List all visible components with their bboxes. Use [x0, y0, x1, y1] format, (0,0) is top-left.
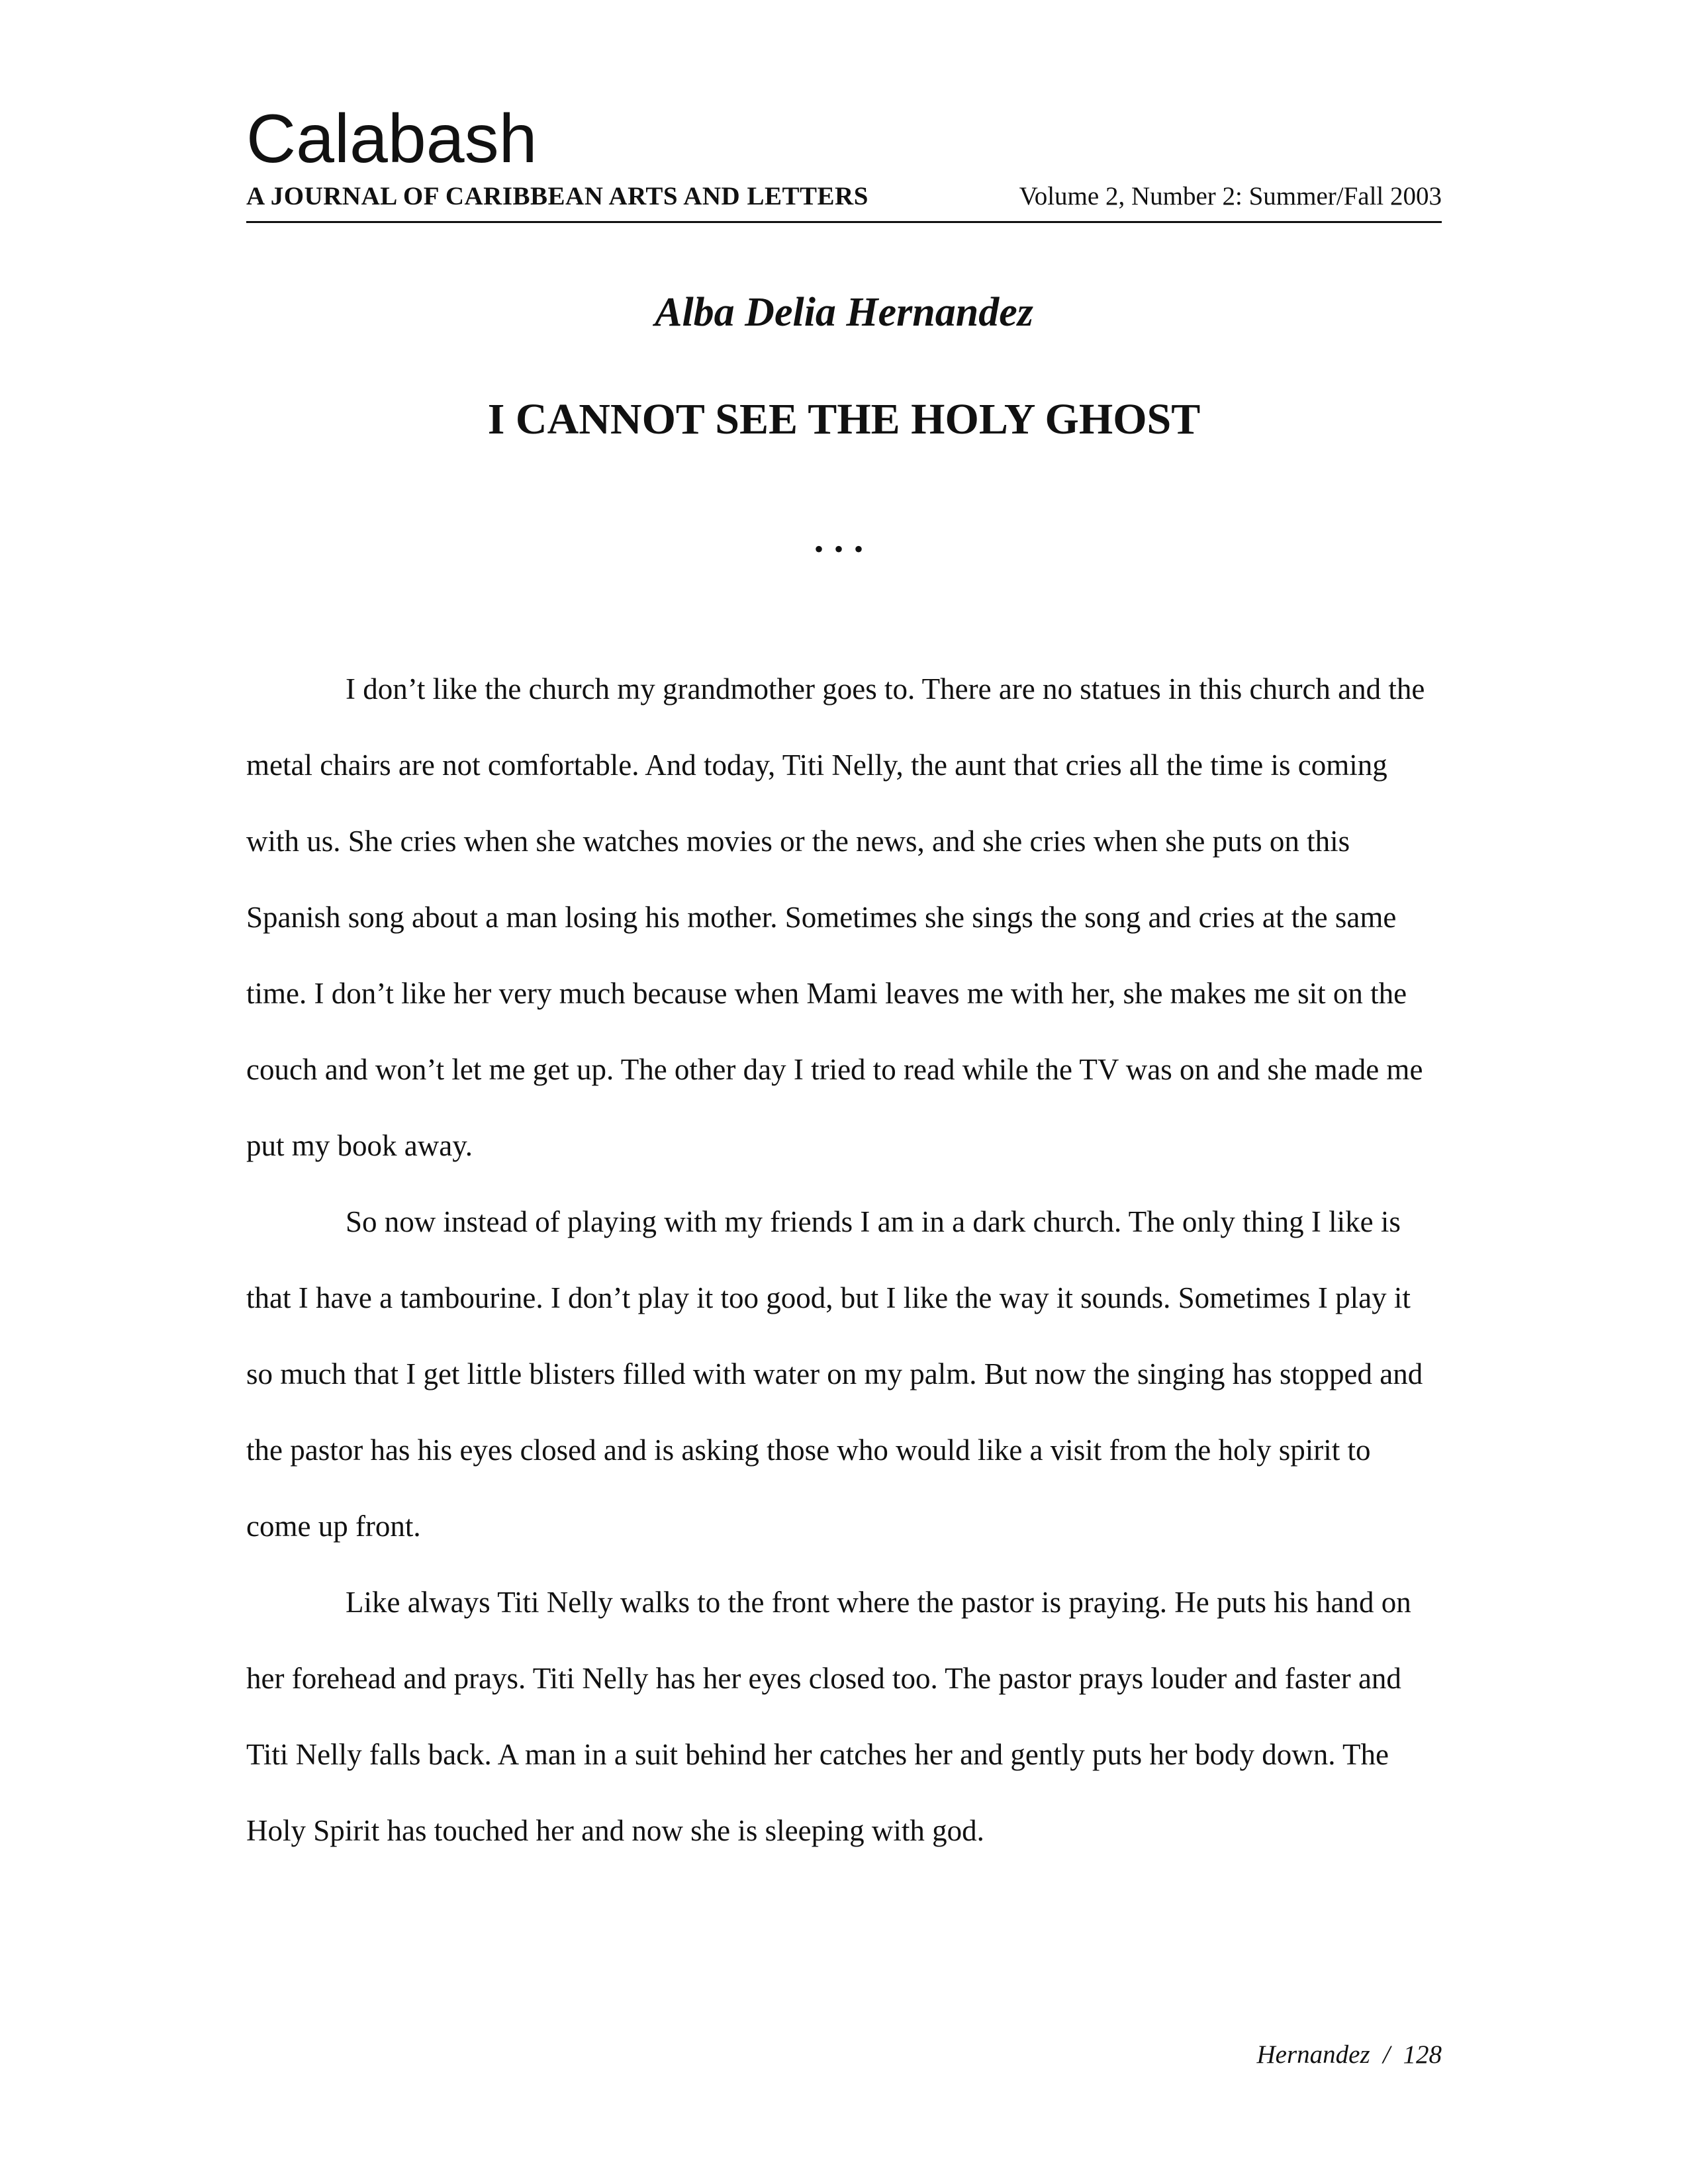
story-paragraph-1: I don’t like the church my grandmother goes to. There are no statues in this church and the metal chairs are not comfortable. And today, Titi Nelly, the aunt that cries all the time is coming with us. She cries when she watches movies or the news, and she cries when she puts on this Spanish song about a man losing his mother. Sometimes she sings the song and cries at the same time. I don’t like her very much because when Mami leaves me with her, she makes me sit on the couch and won’t let me get up. The other day I tried to read while the TV was on and she made me put my book away. [246, 672, 1425, 1162]
section-ornament: ••• [814, 534, 874, 564]
journal-subtitle: A JOURNAL OF CARIBBEAN ARTS AND LETTERS [246, 182, 868, 210]
header-rule [246, 221, 1442, 223]
journal-header [246, 99, 1442, 214]
journal-issue: Volume 2, Number 2: Summer/Fall 2003 [1019, 182, 1442, 210]
page-footer: Hernandez / 128 [1256, 2040, 1442, 2069]
story-body [246, 651, 1442, 1869]
journal-name: Calabash [246, 101, 538, 177]
story-paragraph-3: Like always Titi Nelly walks to the front where the pastor is praying. He puts his hand on her forehead and prays. Titi Nelly has her eyes closed too. The pastor prays louder and faster and Titi Nelly falls back. A man in a suit behind her catches her and gently puts her body down. The Holy Spirit has touched her and now she is sleeping with god. [246, 1586, 1411, 1847]
story-paragraph-2: So now instead of playing with my friends I am in a dark church. The only thing I like is that I have a tambourine. I don’t play it too good, but I like the way it sounds. Sometimes I play it so much that I get little blisters filled with water on my palm. But now the singing has stopped and the pastor has his eyes closed and is asking those who would like a visit from the holy spirit to come up front. [246, 1205, 1423, 1543]
article-author: Alba Delia Hernandez [655, 290, 1033, 335]
article-title: I CANNOT SEE THE HOLY GHOST [487, 395, 1201, 443]
journal-subline [246, 179, 1442, 214]
